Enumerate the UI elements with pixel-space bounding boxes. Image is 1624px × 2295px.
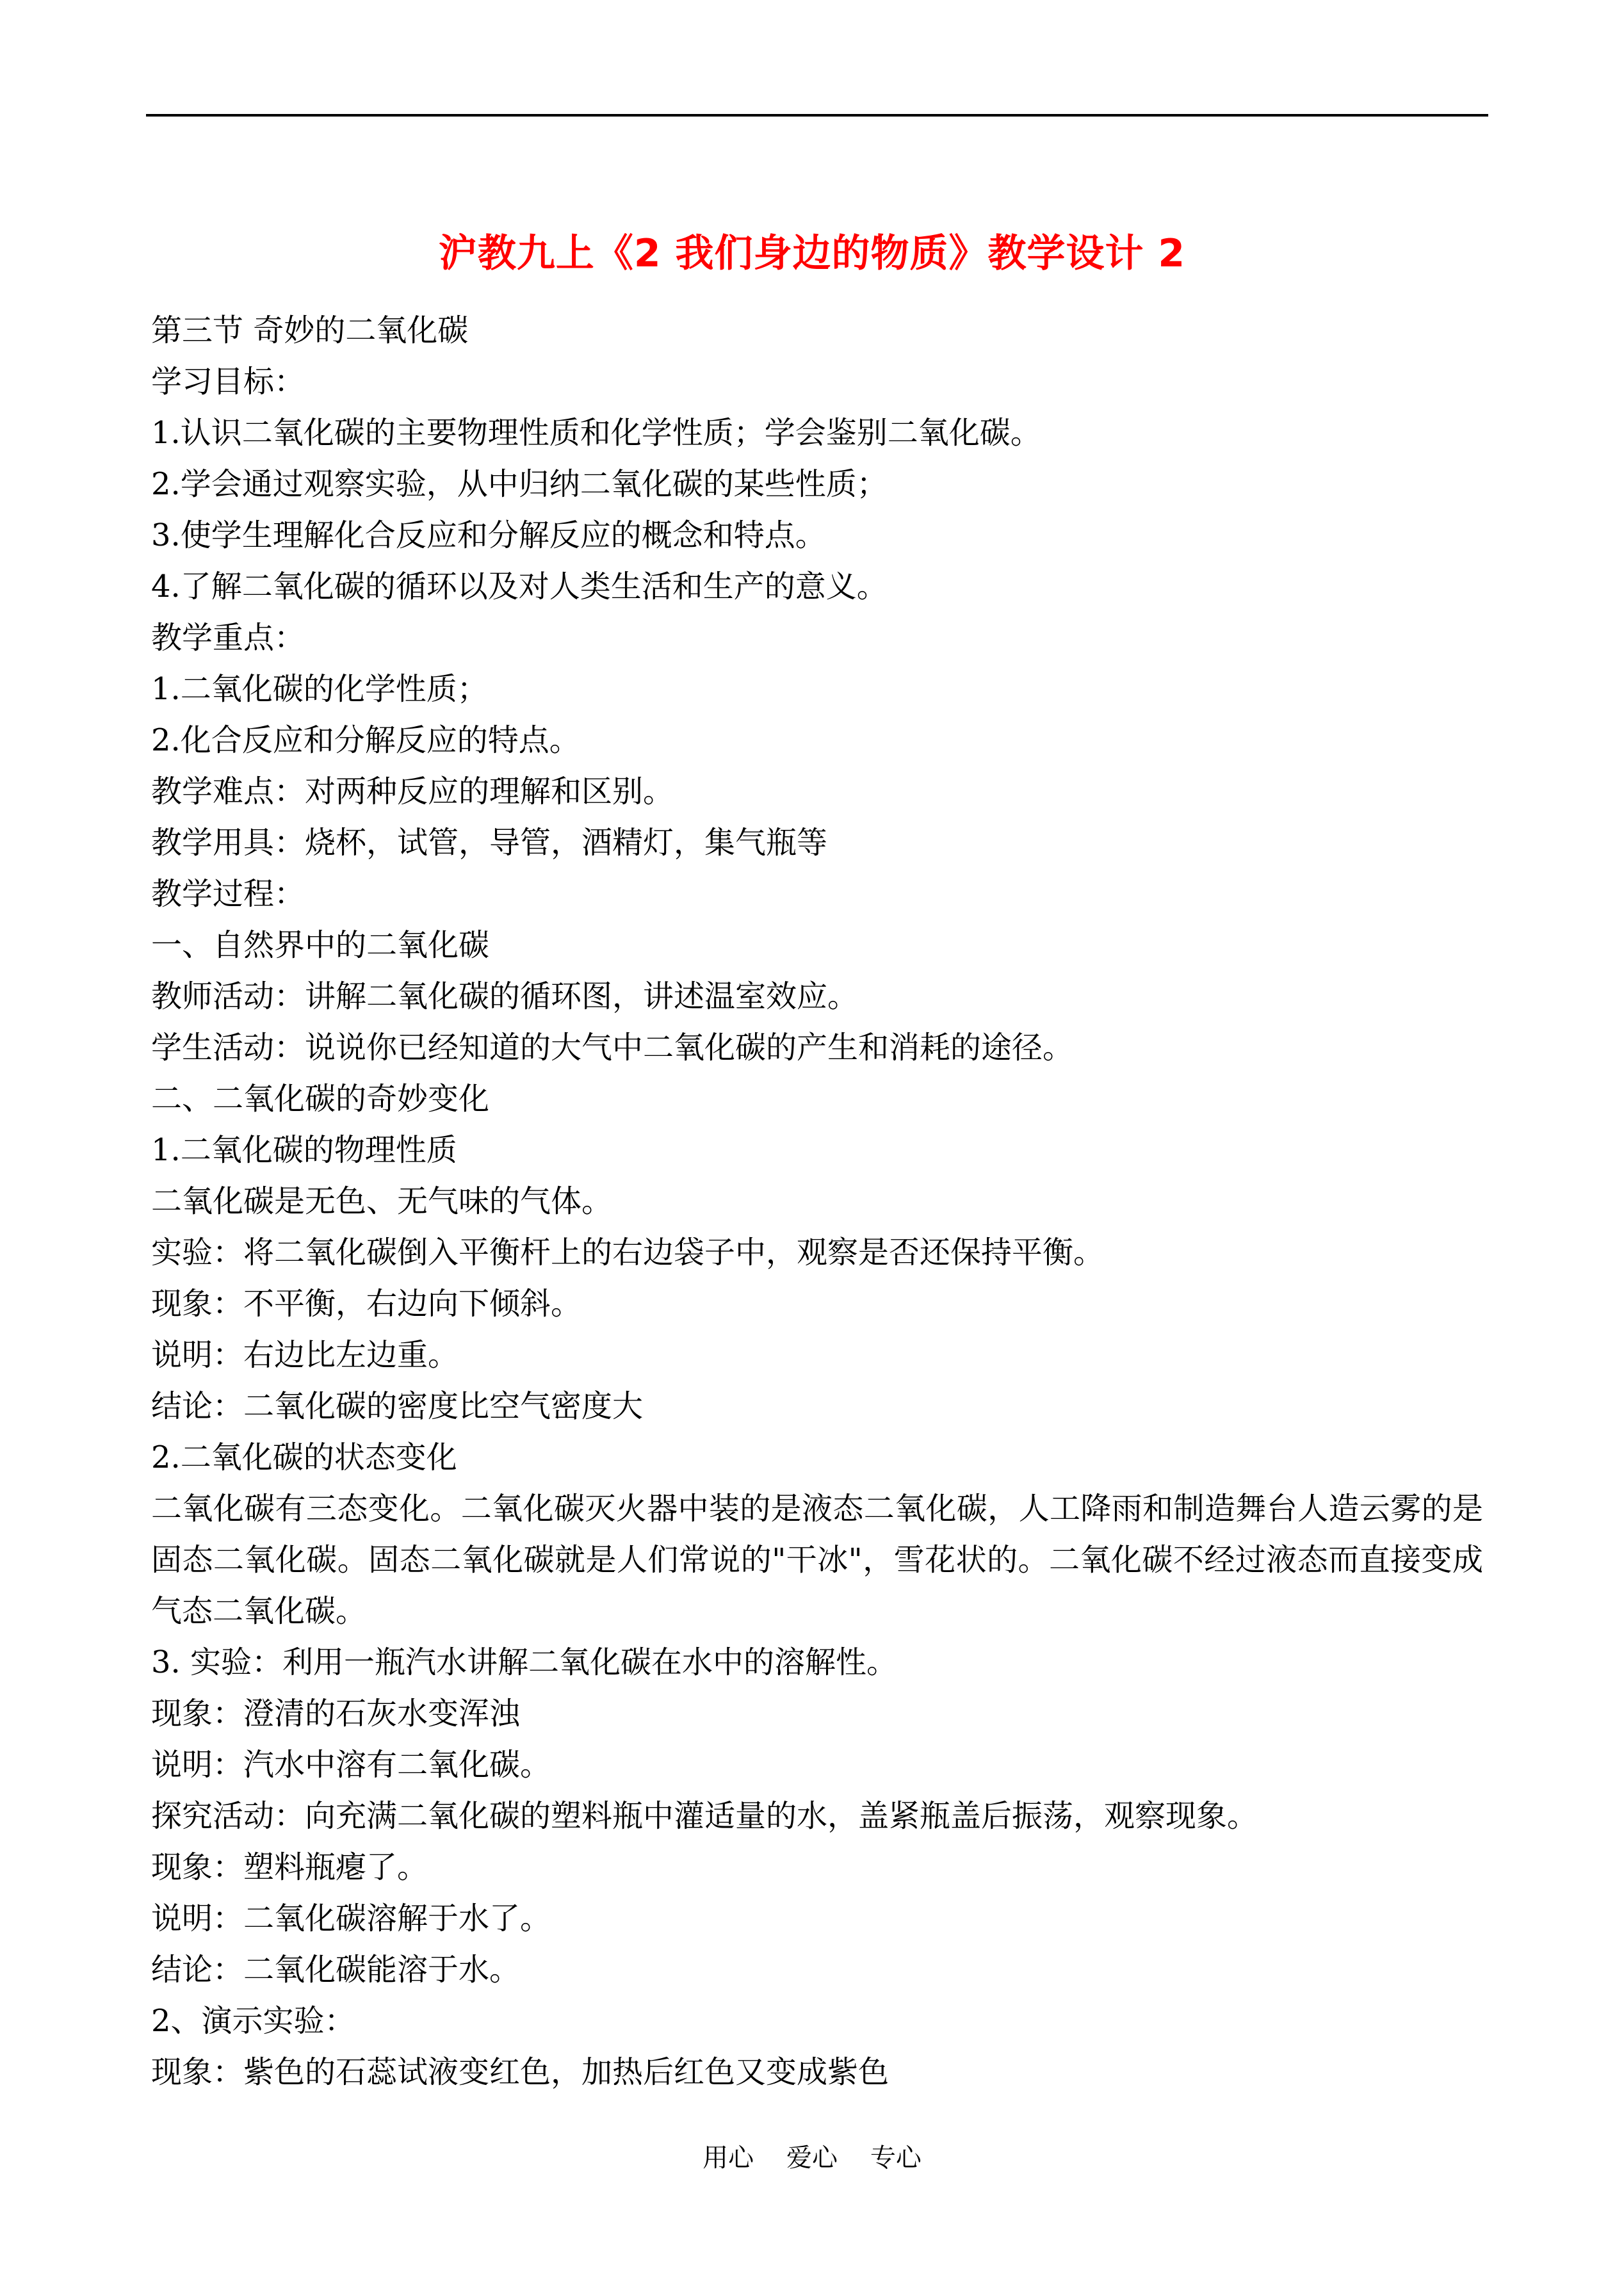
text-line: 结论：二氧化碳能溶于水。 [151, 1952, 521, 1988]
part-heading: 二、二氧化碳的奇妙变化 [151, 1081, 490, 1117]
subheading: 2、演示实验： [151, 2003, 355, 2039]
subheading: 1.二氧化碳的物理性质 [151, 1132, 457, 1168]
subheading: 2.二氧化碳的状态变化 [151, 1439, 457, 1475]
difficulty-line: 教学难点：对两种反应的理解和区别。 [151, 774, 674, 809]
process-label: 教学过程： [151, 876, 305, 912]
key-point-item: 2.化合反应和分解反应的特点。 [151, 722, 580, 758]
text-line: 说明：右边比左边重。 [151, 1337, 459, 1373]
objective-item: 2.学会通过观察实验，从中归纳二氧化碳的某些性质； [151, 466, 888, 502]
text-line: 现象：澄清的石灰水变浑浊 [151, 1696, 521, 1731]
text-line: 二氧化碳是无色、无气味的气体。 [151, 1183, 613, 1219]
state-change-paragraph: 二氧化碳有三态变化。二氧化碳灭火器中装的是液态二氧化碳，人工降雨和制造舞台人造云雾的是固态二氧化碳。固态二氧化碳就是人们常说的"干冰"，雪花状的。二氧化碳不经过液态而直接变成气态二氧化碳。 [151, 1491, 1483, 1629]
key-point-item: 1.二氧化碳的化学性质； [151, 671, 488, 707]
materials-line: 教学用具：烧杯，试管，导管，酒精灯，集气瓶等 [151, 825, 828, 861]
objective-item: 1.认识二氧化碳的主要物理性质和化学性质；学会鉴别二氧化碳。 [151, 415, 1041, 451]
text-line: 现象：不平衡，右边向下倾斜。 [151, 1286, 582, 1322]
text-line: 结论：二氧化碳的密度比空气密度大 [151, 1388, 644, 1424]
header-rule [146, 114, 1488, 117]
document-body [151, 305, 1483, 2098]
text-line: 现象：塑料瓶瘪了。 [151, 1849, 428, 1885]
objectives-label: 学习目标： [151, 364, 305, 400]
section-heading: 第三节 奇妙的二氧化碳 [151, 312, 469, 348]
text-line: 说明：汽水中溶有二氧化碳。 [151, 1747, 551, 1783]
text-line: 学生活动：说说你已经知道的大气中二氧化碳的产生和消耗的途径。 [151, 1030, 1074, 1066]
part-heading: 一、自然界中的二氧化碳 [151, 927, 490, 963]
objective-item: 4.了解二氧化碳的循环以及对人类生活和生产的意义。 [151, 569, 888, 604]
document-title: 沪教九上《2 我们身边的物质》教学设计 2 [438, 231, 1186, 276]
text-line: 3. 实验：利用一瓶汽水讲解二氧化碳在水中的溶解性。 [151, 1644, 898, 1680]
text-line: 实验：将二氧化碳倒入平衡杆上的右边袋子中，观察是否还保持平衡。 [151, 1235, 1105, 1270]
text-line: 探究活动：向充满二氧化碳的塑料瓶中灌适量的水，盖紧瓶盖后振荡，观察现象。 [151, 1798, 1258, 1834]
text-line: 现象：紫色的石蕊试液变红色，加热后红色又变成紫色 [151, 2054, 889, 2090]
page-footer: 用心 爱心 专心 [702, 2143, 922, 2173]
text-line: 教师活动：讲解二氧化碳的循环图，讲述温室效应。 [151, 978, 859, 1014]
objective-item: 3.使学生理解化合反应和分解反应的概念和特点。 [151, 517, 826, 553]
text-line: 说明：二氧化碳溶解于水了。 [151, 1901, 551, 1936]
key-points-label: 教学重点： [151, 620, 305, 656]
